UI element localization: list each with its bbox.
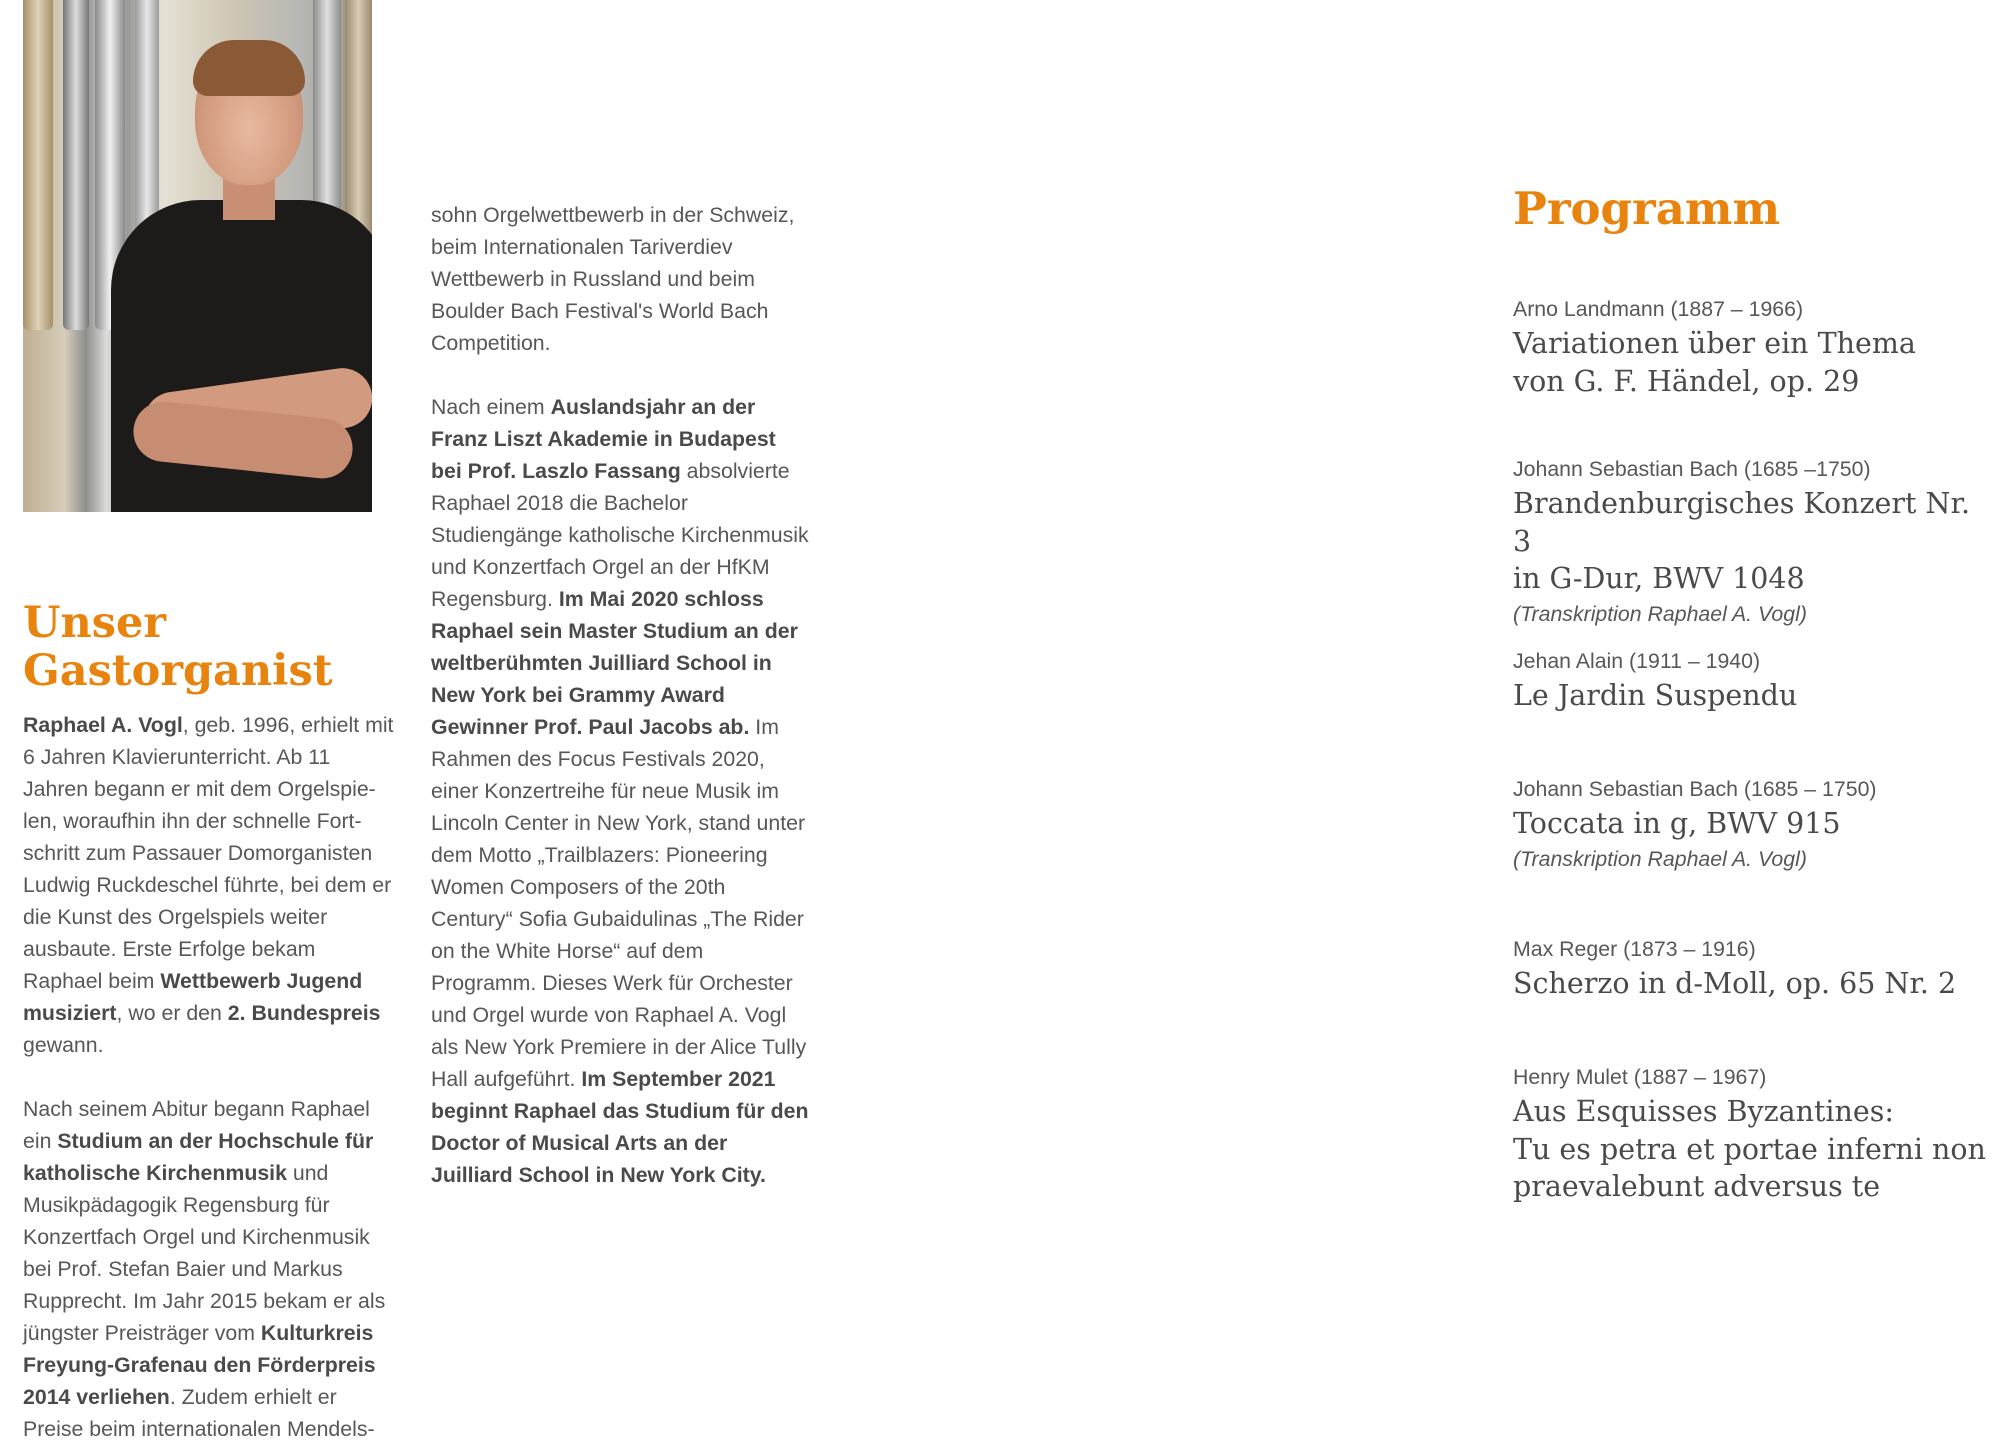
work-title: Aus Esquisses Byzantines: Tu es petra et portae inferni non praevalebunt adversus te: [1513, 1095, 1986, 1203]
program-item: [1513, 295, 1993, 400]
bio-paragraph: [23, 709, 398, 1061]
program-item: [1513, 775, 1993, 873]
bio-text: absolvierte Raphael 2018 die Bachelor Studiengänge katholische Kirchenmusik und Konzertfach Orgel an der HfKM Regensburg.: [431, 459, 809, 611]
bio-heading-line1: Unser: [23, 598, 166, 648]
program-heading: Programm: [1513, 182, 1781, 235]
organist-portrait: [23, 0, 372, 512]
composer: Johann Sebastian Bach (1685 – 1750): [1513, 777, 1877, 801]
composer: Henry Mulet (1887 – 1967): [1513, 1065, 1767, 1089]
bio-text: Im Rahmen des Focus Festivals 2020, einer Konzertreihe für neue Musik im Lincoln Center in New York, stand unter dem Motto „Trailblazers: Pioneering Women Composers of the 20th Century“ Sofia Gubaidulinas „The Rider on the White Horse“ auf dem Programm. Dieses Werk für Orchester und Orgel wurde von Raphael A. Vogl als New York Premiere in der Alice Tully Hall aufgeführt.: [431, 715, 807, 1091]
bio-heading-line2: Gastorganist: [23, 646, 333, 696]
bio-text: Nach einem: [431, 395, 551, 419]
bio-paragraph: [431, 391, 811, 1191]
bio-name: Raphael A. Vogl: [23, 713, 183, 737]
bio-highlight: Im September 2021 beginnt Raphael das Studium für den Doctor of Musical Arts an der Juilliard School in New York City.: [431, 1067, 809, 1187]
transcription-note: (Transkription Raphael A. Vogl): [1513, 846, 1807, 871]
bio-column-2: [431, 199, 811, 1191]
composer: Jehan Alain (1911 – 1940): [1513, 649, 1761, 673]
work-title: Brandenburgisches Konzert Nr. 3 in G-Dur, BWV 1048: [1513, 487, 1971, 595]
composer: Arno Landmann (1887 – 1966): [1513, 297, 1804, 321]
work-title: Variationen über ein Thema von G. F. Händel, op. 29: [1513, 327, 1916, 398]
composer: Max Reger (1873 – 1916): [1513, 937, 1756, 961]
bio-highlight: 2. Bundespreis: [227, 1001, 381, 1025]
bio-text: und Musikpädagogik Regensburg für Konzertfach Orgel und Kirchenmusik bei Prof. Stefan Baier und Markus Rupprecht. Im Jahr 2015 bekam er als jüngster Preisträger vom: [23, 1161, 386, 1345]
bio-highlight: Wettbewerb Jugend musiziert: [23, 969, 363, 1025]
bio-highlight: Studium an der Hochschule für katholische Kirchenmusik: [23, 1129, 374, 1185]
bio-heading: [23, 599, 383, 695]
bio-text: . Zudem erhielt er Preise beim internationalen Mendels-: [23, 1385, 375, 1441]
transcription-note: (Transkription Raphael A. Vogl): [1513, 601, 1807, 626]
bio-text: gewann.: [23, 1033, 104, 1057]
bio-paragraph: sohn Orgelwettbewerb in der Schweiz, beim Internationalen Tariverdiev Wettbewerb in Russland und beim Boulder Bach Festival's World Bach Competition.: [431, 203, 795, 355]
bio-column-1: [23, 709, 398, 1445]
work-title: Le Jardin Suspendu: [1513, 679, 1798, 712]
bio-highlight: Kulturkreis Freyung-Grafenau den Förderpreis 2014 verliehen: [23, 1321, 376, 1409]
program-item: [1513, 1063, 1993, 1206]
bio-text: , wo er den: [116, 1001, 228, 1025]
bio-highlight: Auslandsjahr an der Franz Liszt Akademie in Budapest bei Prof. Laszlo Fassang: [431, 395, 776, 483]
bio-text: Nach seinem Abitur begann Raphael ein: [23, 1097, 370, 1153]
program-item: [1513, 455, 1993, 628]
work-title: Toccata in g, BWV 915: [1513, 807, 1841, 840]
program-item: [1513, 647, 1993, 715]
bio-paragraph: [23, 1093, 398, 1445]
program-item: [1513, 935, 1993, 1003]
work-title: Scherzo in d-Moll, op. 65 Nr. 2: [1513, 967, 1957, 1000]
composer: Johann Sebastian Bach (1685 –1750): [1513, 457, 1871, 481]
bio-highlight: Im Mai 2020 schloss Raphael sein Master Studium an der weltberühmten Juilliard School in New York bei Grammy Award Gewinner Prof. Paul Jacobs ab.: [431, 587, 798, 739]
bio-text: , geb. 1996, erhielt mit 6 Jahren Klavierunterricht. Ab 11 Jahren begann er mit dem Orgelspielen, woraufhin ihn der schnelle Fortschritt zum Passauer Domorganisten Ludwig Ruckdeschel führte, bei dem er die Kunst des Orgelspiels weiter ausbaute. Erste Erfolge bekam Raphael beim: [23, 713, 394, 993]
